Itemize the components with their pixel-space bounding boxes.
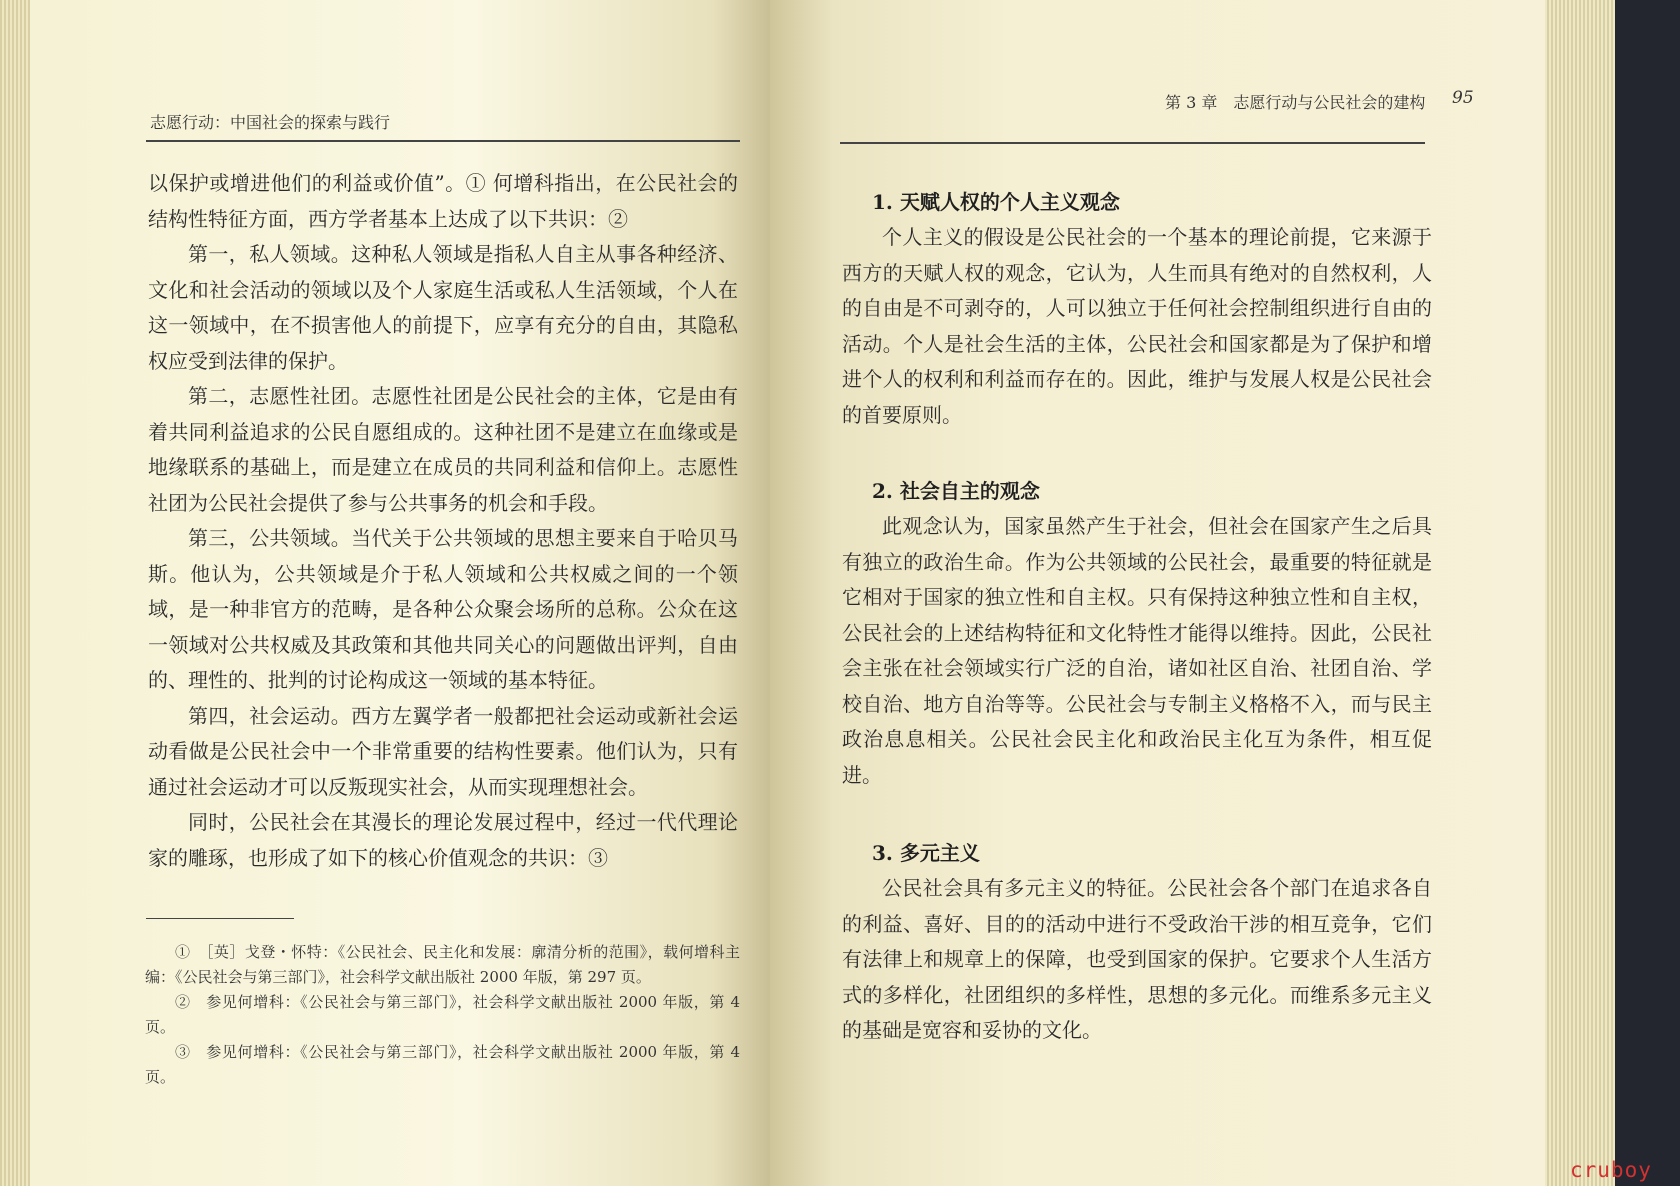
footnotes xyxy=(145,940,740,1090)
paragraph: 同时，公民社会在其漫长的理论发展过程中，经过一代代理论家的雕琢，也形成了如下的核心价值观念的共识：③ xyxy=(148,810,738,870)
section-body: 个人主义的假设是公民社会的一个基本的理论前提，它来源于西方的天赋人权的观念，它认为，人生而具有绝对的自然权利，人的自由是不可剥夺的，人可以独立于任何社会控制组织进行自由的活动。个人是社会生活的主体，公民社会和国家都是为了保护和增进个人的权利和利益而存在的。因此，维护与发展人权是公民社会的首要原则。 xyxy=(842,225,1432,427)
section-body: 此观念认为，国家虽然产生于社会，但社会在国家产生之后具有独立的政治生命。作为公共领域的公民社会，最重要的特征就是它相对于国家的独立性和自主权。只有保持这种独立性和自主权，公民社会的上述结构特征和文化特性才能得以维持。因此，公民社会主张在社会领域实行广泛的自治，诸如社区自治、社团自治、学校自治、地方自治等等。公民社会与专制主义格格不入，而与民主政治息息相关。公民社会民主化和政治民主化互为条件，相互促进。 xyxy=(842,514,1432,787)
paragraph: 第三，公共领域。当代关于公共领域的思想主要来自于哈贝马斯。他认为，公共领域是介于私人领域和公共权威之间的一个领域，是一种非官方的范畴，是各种公众聚会场所的总称。公众在这一领域对公共权威及其政策和其他共同关心的问题做出评判，自由的、理性的、批判的讨论构成这一领域的基本特征。 xyxy=(148,526,738,692)
running-head-left: 志愿行动：中国社会的探索与践行 xyxy=(150,113,391,132)
paragraph: 第四，社会运动。西方左翼学者一般都把社会运动或新社会运动看做是公民社会中一个非常重要的结构性要素。他们认为，只有通过社会运动才可以反叛现实社会，从而实现理想社会。 xyxy=(148,703,738,799)
watermark: cruboy xyxy=(1570,1158,1652,1182)
footnote: ① ［英］戈登・怀特：《公民社会、民主化和发展：廓清分析的范围》，载何增科主编：《公民社会与第三部门》，社会科学文献出版社 2000 年版，第 297 页。 xyxy=(145,943,740,986)
paragraph: 以保护或增进他们的利益或价值”。① 何增科指出，在公民社会的结构性特征方面，西方学者基本上达成了以下共识：② xyxy=(148,171,738,231)
footnote: ③ 参见何增科：《公民社会与第三部门》，社会科学文献出版社 2000 年版，第 4 页。 xyxy=(145,1043,740,1086)
paragraph: 第一，私人领域。这种私人领域是指私人自主从事各种经济、文化和社会活动的领域以及个人家庭生活或私人生活领域，个人在这一领域中，在不损害他人的前提下，应享有充分的自由，其隐私权应受到法律的保护。 xyxy=(148,242,738,373)
footnote-rule xyxy=(146,918,294,919)
section-gap xyxy=(842,793,1432,835)
right-page-edges xyxy=(1545,0,1615,1186)
page-number: 95 xyxy=(1452,88,1474,108)
paragraph: 第二，志愿性社团。志愿性社团是公民社会的主体，它是由有着共同利益追求的公民自愿组成的。这种社团不是建立在血缘或是地缘联系的基础上，而是建立在成员的共同利益和信仰上。志愿性社团为公民社会提供了参与公共事务的机会和手段。 xyxy=(148,384,738,515)
header-rule-left xyxy=(146,140,740,142)
right-page-body xyxy=(842,184,1432,1049)
section-heading: 1. 天赋人权的个人主义观念 xyxy=(872,190,1120,214)
header-rule-right xyxy=(840,142,1425,144)
section-gap xyxy=(842,433,1432,473)
footnote: ② 参见何增科：《公民社会与第三部门》，社会科学文献出版社 2000 年版，第 4 页。 xyxy=(145,993,740,1036)
left-page-body xyxy=(148,166,738,876)
running-head-right: 第 3 章 志愿行动与公民社会的建构 xyxy=(1165,93,1426,112)
section-heading: 2. 社会自主的观念 xyxy=(872,479,1040,503)
section-heading: 3. 多元主义 xyxy=(872,841,980,865)
section-body: 公民社会具有多元主义的特征。公民社会各个部门在追求各自的利益、喜好、目的的活动中进行不受政治干涉的相互竞争，它们有法律上和规章上的保障，也受到国家的保护。它要求个人生活方式的多样化，社团组织的多样性，思想的多元化。而维系多元主义的基础是宽容和妥协的文化。 xyxy=(842,876,1432,1042)
